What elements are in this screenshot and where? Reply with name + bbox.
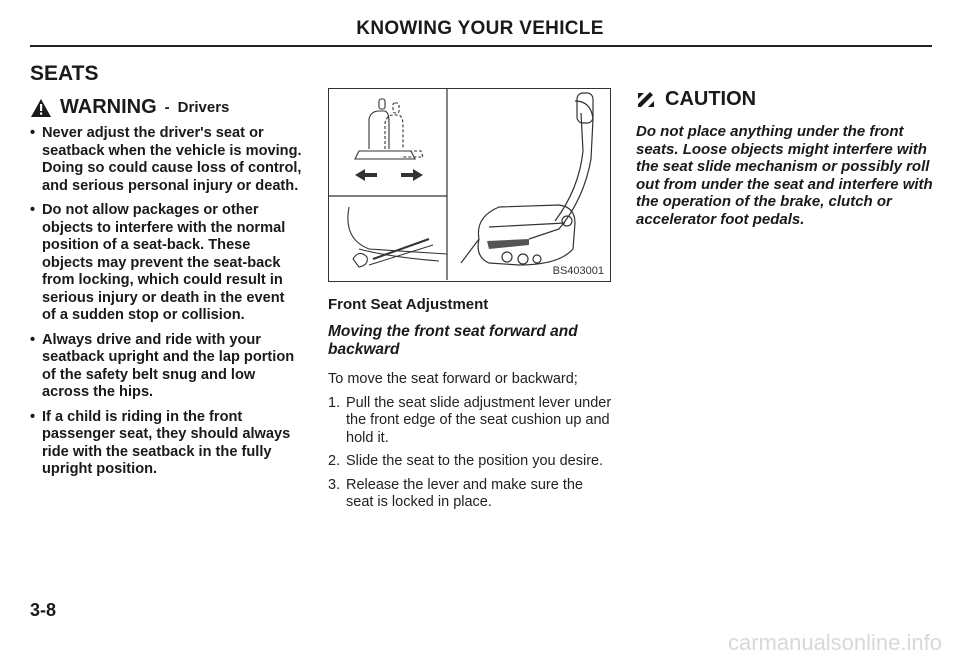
- caution-label: CAUTION: [665, 88, 757, 110]
- figure-code: BS403001: [552, 265, 604, 277]
- step-text: Slide the seat to the position you desire.: [346, 453, 604, 469]
- seat-illustration: [329, 89, 609, 280]
- left-column: [30, 62, 302, 486]
- step-text: Pull the seat slide adjustment lever under the front edge of the seat cushion up and hold it.: [346, 394, 612, 446]
- warning-item: • Always drive and ride with your seatback upright and the lap portion of the safety belt snug and low across the hips.: [30, 332, 302, 402]
- caution-icon: [636, 90, 656, 110]
- watermark: carmanualsonline.info: [727, 630, 942, 655]
- warning-triangle-icon: [30, 98, 52, 118]
- warning-item: • If a child is riding in the front passenger seat, they should always ride with the seatback in the fully upright position.: [30, 409, 302, 479]
- step-number: 2.: [328, 453, 341, 469]
- warning-item: • Never adjust the driver's seat or seatback when the vehicle is moving. Doing so could cause loss of control, and serious personal injury or death.: [30, 125, 302, 195]
- warning-item: • Do not allow packages or other objects to interfere with the normal position of a seat-back. These objects may prevent the seat-back from locking, which could result in serious injury or death in the event of a sudden stop or collision.: [30, 202, 302, 325]
- adjustment-subheading: Moving the front seat forward and backward: [328, 323, 578, 358]
- step-item: [328, 453, 613, 471]
- middle-column: [328, 88, 613, 518]
- seat-adjustment-figure: [328, 88, 611, 282]
- warning-audience: Drivers: [177, 99, 230, 116]
- step-text: Release the lever and make sure the seat is locked in place.: [346, 476, 583, 510]
- warning-list: [30, 125, 302, 479]
- right-column: [636, 88, 936, 228]
- header-rule: [30, 45, 932, 47]
- warning-heading: [30, 96, 302, 119]
- caution-heading: [636, 88, 936, 111]
- caution-text: Do not place anything under the front seats. Loose objects might interfere with the seat slide mechanism or possibly roll out from under the seat and interfere with the operation of the brake, clutch or accelerator foot pedals.: [636, 123, 933, 228]
- warning-separator: -: [164, 99, 170, 116]
- page-header: KNOWING YOUR VEHICLE: [356, 18, 604, 39]
- adjustment-heading: Front Seat Adjustment: [328, 296, 489, 313]
- adjustment-steps: [328, 395, 613, 512]
- step-number: 3.: [328, 476, 341, 493]
- step-item: [328, 477, 613, 512]
- warning-label: WARNING: [60, 96, 157, 118]
- step-number: 1.: [328, 394, 341, 411]
- adjustment-intro: To move the seat forward or backward;: [328, 371, 578, 387]
- section-title: SEATS: [30, 62, 99, 85]
- step-item: [328, 395, 613, 448]
- page-number: 3-8: [30, 600, 57, 620]
